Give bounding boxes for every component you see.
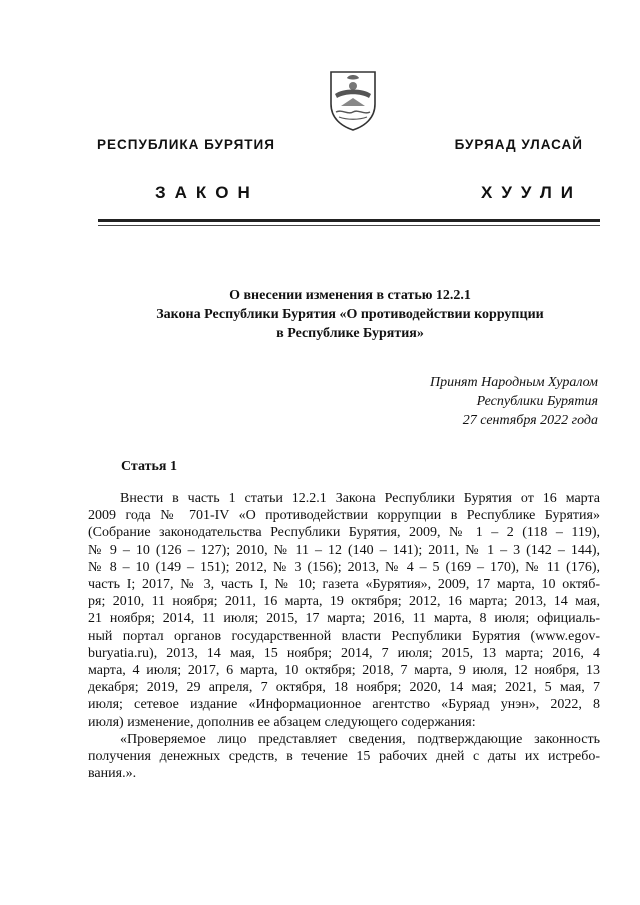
text-line: часть I; 2017, № 3, часть I, № 10; газета «Бурятия», 2009, 17 марта, 10 октяб- [88, 577, 600, 593]
text-line: ря; 2010, 11 ноября; 2011, 16 марта, 19 октября; 2012, 16 марта; 2013, 14 мая, [88, 594, 600, 610]
adoption-line: Принят Народным Хуралом [429, 375, 598, 390]
text-line: марта, 4 июля; 2017, 6 марта, 10 октября; 2018, 7 марта, 9 июля, 12 ноября, 13 [88, 663, 600, 679]
text-line: июля) изменение, дополнив ее абзацем следующего содержания: [88, 714, 476, 730]
republic-name-buryat: БУРЯАД УЛАСАЙ [454, 137, 583, 152]
law-title-line: Закона Республики Бурятия «О противодействии коррупции [156, 307, 544, 322]
text-line: № 8 – 10 (149 – 151); 2012, № 3 (156); 2013, № 4 – 5 (169 – 170), № 11 (176), [88, 559, 600, 575]
law-title [90, 286, 610, 343]
adoption-date: 27 сентября 2022 года [462, 413, 598, 428]
text-line: 21 ноября; 2014, 11 июля; 2015, 17 марта; 2016, 11 марта, 8 июля; официаль- [88, 611, 600, 627]
text-line: 2009 года № 701-IV «О противодействии коррупции в Республике Бурятия» [88, 508, 600, 524]
article-body [88, 490, 600, 782]
text-line: вания.». [88, 766, 137, 782]
text-line: № 9 – 10 (126 – 127); 2010, № 11 – 12 (140 – 141); 2011, № 1 – 3 (142 – 144), [88, 542, 600, 558]
coat-of-arms-emblem [327, 68, 379, 132]
republic-name-russian: РЕСПУБЛИКА БУРЯТИЯ [97, 137, 275, 152]
emblem-sun [349, 82, 357, 90]
law-label-russian: ЗАКОН [155, 183, 259, 202]
text-line: (Собрание законодательства Республики Бурятия, 2009, № 1 – 2 (118 – 119), [88, 525, 600, 541]
text-line: «Проверяемое лицо представляет сведения, подтверждающие законность [120, 731, 600, 747]
header-divider-thin [98, 225, 600, 226]
header-divider-thick [98, 219, 600, 222]
paragraph-1 [88, 490, 600, 731]
text-line: получения денежных средств, в течение 15 рабочих дней с даты их истребо- [88, 749, 600, 765]
law-title-line: О внесении изменения в статью 12.2.1 [229, 288, 471, 303]
adoption-note [430, 373, 598, 430]
adoption-line: Республики Бурятия [476, 394, 598, 409]
article-heading: Статья 1 [121, 459, 177, 474]
text-line: июля; сетевое издание «Информационное агентство «Буряад унэн», 2022, 8 [88, 697, 600, 713]
law-title-line: в Республике Бурятия» [276, 326, 424, 341]
text-line: Внести в часть 1 статьи 12.2.1 Закона Республики Бурятия от 16 марта [120, 491, 600, 506]
text-line: buryatia.ru), 2013, 14 мая, 15 ноября; 2014, 7 июля; 2015, 13 марта; 2016, 4 [88, 645, 600, 661]
paragraph-2 [88, 731, 600, 783]
text-line: ный портал органов государственной власти Республики Бурятия (www.egov- [88, 628, 600, 644]
law-label-buryat: ХУУЛИ [481, 183, 582, 202]
text-line: декабря; 2019, 29 апреля, 7 октября, 18 ноября; 2020, 14 мая; 2021, 5 мая, 7 [88, 680, 600, 696]
